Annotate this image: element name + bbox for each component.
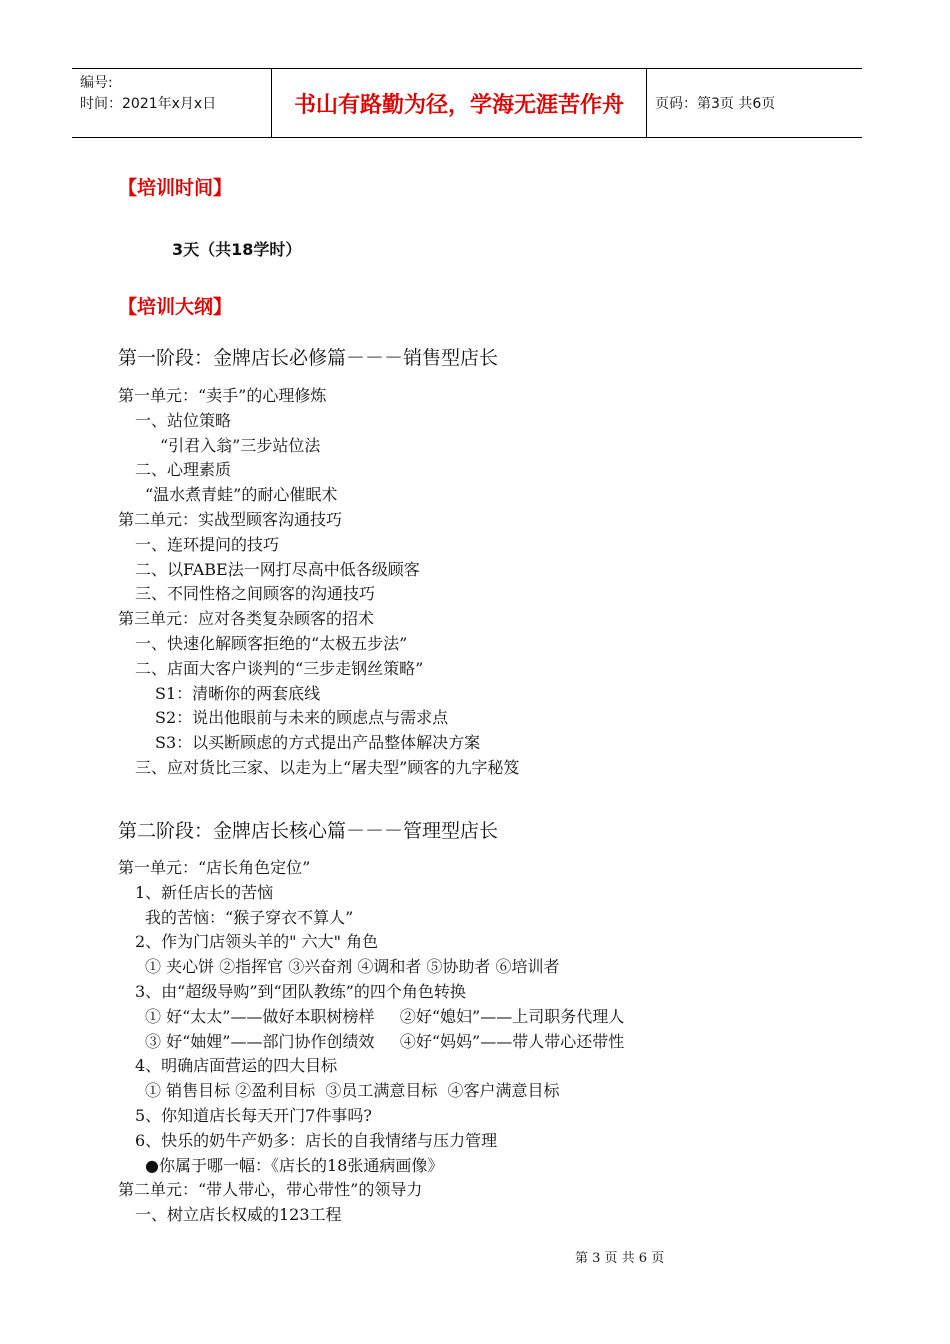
code-label: 编号:: [80, 75, 113, 91]
stage1-line: 二、心理素质: [135, 460, 232, 480]
header-page: 页码：第3页 共6页: [655, 96, 776, 112]
stage2-line: 2、作为门店领头羊的" 六大" 角色: [135, 932, 379, 952]
stage1-heading: 第一阶段：金牌店长必修篇－－－销售型店长: [118, 347, 499, 369]
stage2-heading: 第二阶段：金牌店长核心篇－－－管理型店长: [118, 820, 499, 842]
stage1-line: 第二单元：实战型顾客沟通技巧: [118, 510, 343, 529]
stage1-line: S1：清晰你的两套底线: [155, 683, 321, 703]
stage2-line: ① 夹心饼 ②指挥官 ③兴奋剂 ④调和者 ⑤协助者 ⑥培训者: [145, 957, 560, 977]
page-footer: 第 3 页 共 6 页: [575, 1251, 665, 1266]
stage2-line: 4、明确店面营运的四大目标: [135, 1056, 338, 1076]
stage2-line: ① 好“太太”——做好本职树榜样 ②好“媳妇”——上司职务代理人: [145, 1006, 625, 1026]
stage2-line: 5、你知道店长每天开门7件事吗?: [135, 1106, 372, 1125]
stage1-line: 二、店面大客户谈判的“三步走钢丝策略”: [135, 658, 424, 678]
outline-title: 【培训大纲】: [118, 296, 233, 318]
stage2-line: ① 销售目标 ②盈利目标 ③员工满意目标 ④客户满意目标: [145, 1081, 560, 1101]
header-meta: [72, 69, 272, 137]
stage1-line: “温水煮青蛙”的耐心催眠术: [145, 485, 338, 505]
stage1-line: 三、不同性格之间顾客的沟通技巧: [135, 584, 376, 604]
stage1-line: S2：说出他眼前与未来的顾虑点与需求点: [155, 708, 449, 728]
stage2-line: ●你属于哪一幅：《店长的18张通病画像》: [145, 1155, 444, 1175]
stage1-line: 一、快速化解顾客拒绝的“太极五步法”: [135, 634, 408, 653]
stage2-line: 3、由“超级导购”到“团队教练”的四个角色转换: [135, 982, 466, 1001]
stage1-line: 第一单元：“卖手”的心理修炼: [118, 386, 327, 405]
stage2-line: 6、快乐的奶牛产奶多：店长的自我情绪与压力管理: [135, 1130, 498, 1150]
stage1-line: “引君入翁”三步站位法: [160, 435, 321, 455]
page-header: [72, 68, 862, 138]
stage2-line: 我的苦恼：“猴子穿衣不算人”: [145, 907, 354, 927]
stage1-line: 二、以FABE法一网打尽高中低各级顾客: [135, 559, 420, 579]
stage1-line: 一、连环提问的技巧: [135, 534, 280, 554]
training-time-title: 【培训时间】: [118, 177, 233, 199]
stage1-line: 第三单元：应对各类复杂顾客的招术: [118, 609, 375, 629]
stage2-line: 1、新任店长的苦恼: [135, 882, 274, 902]
stage1-line: 一、站位策略: [135, 410, 232, 430]
time-label: 时间：2021年x月x日: [80, 96, 217, 112]
stage2-line: 第一单元：“店长角色定位”: [118, 858, 311, 877]
stage2-line: 第二单元：“带人带心，带心带性”的领导力: [118, 1180, 423, 1200]
stage1-line: S3：以买断顾虑的方式提出产品整体解决方案: [155, 733, 481, 753]
training-duration: 3天（共18学时）: [172, 240, 302, 259]
stage2-line: ③ 好“妯娌”——部门协作创绩效 ④好“妈妈”——带人带心还带性: [145, 1031, 625, 1051]
stage2-line: 一、树立店长权威的123工程: [135, 1205, 342, 1225]
stage1-line: 三、应对货比三家、以走为上“屠夫型”顾客的九字秘笈: [135, 758, 520, 777]
header-motto: 书山有路勤为径，学海无涯苦作舟: [272, 69, 647, 137]
